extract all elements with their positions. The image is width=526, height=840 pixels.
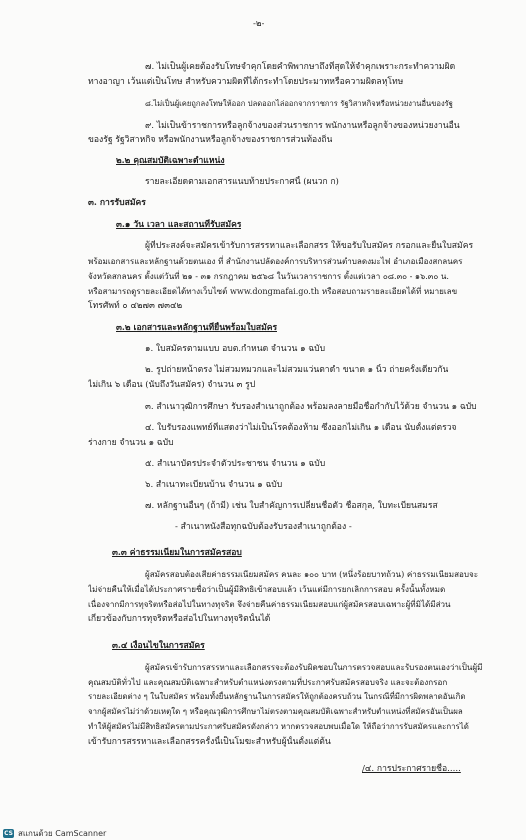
subsection-heading: ๓.๑ วัน เวลา และสถานที่รับสมัคร — [116, 220, 242, 230]
section-heading: ๒.๒ คุณสมบัติเฉพาะตำแหน่ง — [116, 156, 225, 166]
subsection-heading: ๓.๓ ค่าธรรมเนียมในการสมัครสอบ — [112, 548, 242, 558]
section-heading: ๓. การรับสมัคร — [88, 198, 146, 208]
paragraph-line: คุณสมบัติทั่วไป และคุณสมบัติเฉพาะสำหรับตำแหน่งตรงตามที่ประกาศรับสมัครสอบจริง และจะต้องกรอก — [88, 677, 448, 687]
paragraph-line: ของรัฐ รัฐวิสาหกิจ หรือพนักงานหรือลูกจ้างของราชการส่วนท้องถิ่น — [88, 135, 333, 145]
paragraph-line: ทำให้ผู้สมัครไม่มีสิทธิสมัครตามประกาศรับสมัครดังกล่าว หากตรวจสอบพบเมื่อใด ให้ถือว่าการรับสมัครและการได้ — [88, 722, 469, 731]
paragraph-line: ผู้สมัครสอบต้องเสียค่าธรรมเนียมสมัคร คนละ ๑๐๐ บาท (หนึ่งร้อยบาทถ้วน) ค่าธรรมเนียมสอบจะ — [145, 569, 479, 579]
subsection-heading: ๓.๒ เอกสารและหลักฐานที่ยื่นพร้อมใบสมัคร — [116, 323, 278, 333]
list-item: ๗. หลักฐานอื่นๆ (ถ้ามี) เช่น ใบสำคัญการเปลี่ยนชื่อตัว ชื่อสกุล, ใบทะเบียนสมรส — [145, 501, 438, 511]
paragraph-line: จากผู้สมัครไม่ว่าด้วยเหตุใด ๆ หรือคุณวุฒิการศึกษาไม่ตรงตามคุณสมบัติเฉพาะสำหรับตำแหน่งที่สมัครอันเป็นผล — [88, 707, 463, 716]
paragraph-line: จังหวัดสกลนคร ตั้งแต่วันที่ ๒๑ - ๓๑ กรกฎาคม ๒๕๖๘ ในวันเวลาราชการ ตั้งแต่เวลา ๐๘.๓๐ - ๑๖.๓๐ น. — [88, 271, 449, 281]
list-item: ๒. รูปถ่ายหน้าตรง ไม่สวมหมวกและไม่สวมแว่นตาดำ ขนาด ๑ นิ้ว ถ่ายครั้งเดียวกัน — [145, 365, 449, 375]
paragraph-line: ทางอาญา เว้นแต่เป็นโทษ สำหรับความผิดที่ได้กระทำโดยประมาทหรือความผิดลหุโทษ — [88, 77, 404, 87]
paragraph-line: เข้ารับการสรรหาและเลือกสรรครั้งนี้เป็นโมฆะสำหรับผู้นั้นตั้งแต่ต้น — [88, 737, 331, 747]
paragraph-line: โทรศัพท์ ๐ ๔๒๗๓ ๗๓๔๒ — [88, 301, 183, 311]
scanner-footer — [0, 826, 526, 840]
list-item: ร่างกาย จำนวน ๑ ฉบับ — [88, 438, 174, 448]
list-item: ๔. ใบรับรองแพทย์ที่แสดงว่าไม่เป็นโรคต้องห้าม ซึ่งออกไม่เกิน ๑ เดือน นับตั้งแต่ตรวจ — [145, 423, 457, 433]
continuation-note: /๔. การประกาศรายชื่อ..... — [362, 764, 461, 774]
camscanner-logo-icon: CS — [4, 829, 13, 837]
paragraph-line: รายละเอียดตามเอกสารแนบท้ายประกาศนี้ (ผนวก ก) — [145, 177, 339, 187]
paragraph-line: เนื่องจากมีการทุจริตหรือส่อไปในทางทุจริต จึงจ่ายคืนค่าธรรมเนียมสอบแก่ผู้สมัครสอบเฉพาะผู้ที่มิได้มีส่วน — [88, 599, 451, 609]
list-item: ๑. ใบสมัครตามแบบ อบต.กำหนด จำนวน ๑ ฉบับ — [145, 344, 326, 354]
list-note: - สำเนาหนังสือทุกฉบับต้องรับรองสำเนาถูกต้อง - — [175, 522, 352, 532]
list-item: ไม่เกิน ๖ เดือน (นับถึงวันสมัคร) จำนวน ๓ รูป — [88, 380, 256, 390]
paragraph-line: ๙. ไม่เป็นข้าราชการหรือลูกจ้างของส่วนราชการ พนักงานหรือลูกจ้างของหน่วยงานอื่น — [145, 121, 460, 131]
paragraph-line: ๗. ไม่เป็นผู้เคยต้องรับโทษจำคุกโดยคำพิพากษาถึงที่สุดให้จำคุกเพราะกระทำความผิด — [145, 62, 456, 72]
paragraph-line: ผู้สมัครเข้ารับการสรรหาและเลือกสรรจะต้องรับผิดชอบในการตรวจสอบและรับรองตนเองว่าเป็นผู้มี — [145, 662, 483, 672]
paragraph-line: เกี่ยวข้องกับการทุจริตหรือส่อไปในทางทุจริตนั้นได้ — [88, 614, 271, 624]
paragraph-line: พร้อมเอกสารและหลักฐานด้วยตนเอง ที่ สำนักงานปลัดองค์การบริหารส่วนตำบลดงมะไฟ อำเภอเมืองสกลนคร — [88, 256, 463, 266]
paragraph-line: ไม่จ่ายคืนให้เมื่อได้ประกาศรายชื่อว่าเป็นผู้มีสิทธิเข้าสอบแล้ว เว้นแต่มีการยกเลิกการสอบ ครั้งนั้นทั้งหมด — [88, 584, 446, 594]
subsection-heading: ๓.๔ เงื่อนไขในการสมัคร — [112, 641, 205, 651]
list-item: ๖. สำเนาทะเบียนบ้าน จำนวน ๑ ฉบับ — [145, 480, 283, 490]
paragraph-line: รายละเอียดต่าง ๆ ในใบสมัคร พร้อมทั้งยื่นหลักฐานในการสมัครให้ถูกต้องครบถ้วน ในกรณีที่มีการผิดพลาดอันเกิด — [88, 692, 466, 701]
paragraph-line: ผู้ที่ประสงค์จะสมัครเข้ารับการสรรหาและเลือกสรร ให้ขอรับใบสมัคร กรอกและยื่นใบสมัคร — [145, 241, 474, 251]
paragraph-line: ๘.ไม่เป็นผู้เคยถูกลงโทษให้ออก ปลดออกไล่ออกจากราชการ รัฐวิสาหกิจหรือหน่วยงานอื่นของรัฐ — [145, 99, 453, 108]
paragraph-line: หรือสามารถดูรายละเอียดได้ทางเว็บไซต์ www.dongmafai.go.th หรือสอบถามรายละเอียดได้ที่ หมายเลข — [88, 286, 458, 296]
scanner-watermark-text: สแกนด้วย CamScanner — [18, 828, 107, 838]
page-number: -๒- — [253, 19, 265, 29]
list-item: ๓. สำเนาวุฒิการศึกษา รับรองสำเนาถูกต้อง พร้อมลงลายมือชื่อกำกับไว้ด้วย จำนวน ๑ ฉบับ — [145, 402, 477, 412]
list-item: ๕. สำเนาบัตรประจำตัวประชาชน จำนวน ๑ ฉบับ — [145, 459, 326, 469]
